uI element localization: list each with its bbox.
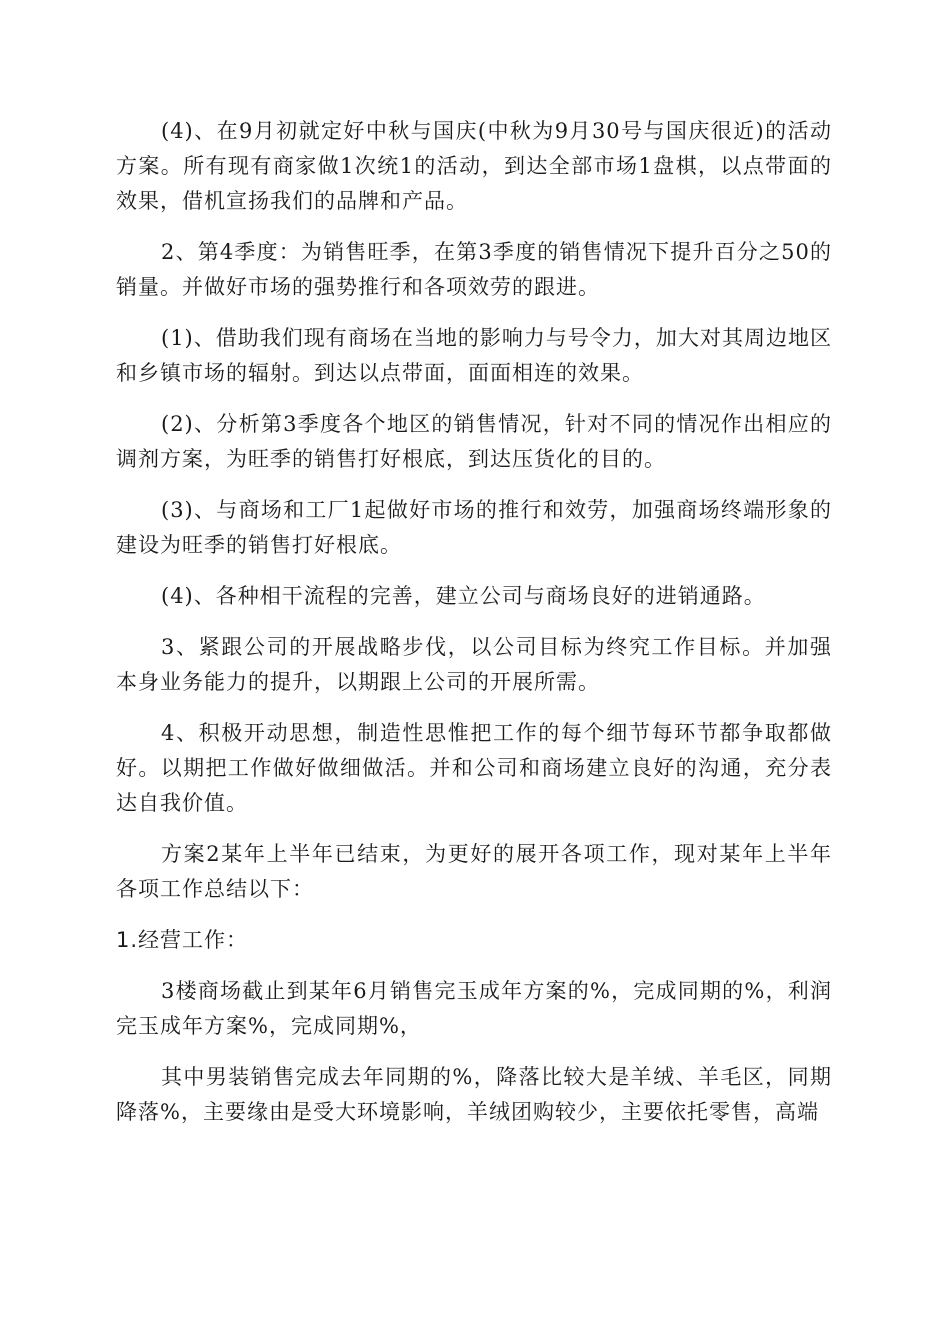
paragraph-plan-2-intro: 方案2某年上半年已结束，为更好的展开各项工作，现对某年上半年各项工作总结以下： [116, 842, 832, 901]
paragraph-q4-item-4: (4)、各种相干流程的完善，建立公司与商场良好的进销通路。 [161, 584, 766, 608]
section-heading-number: 1. [116, 928, 139, 952]
paragraph-floor-3-sales: 3楼商场截止到某年6月销售完玉成年方案的%，完成同期的%，利润完玉成年方案%，完成同期%， [116, 979, 832, 1038]
paragraph-q4-item-1: (1)、借助我们现有商场在当地的影响力与号令力，加大对其周边地区和乡镇市场的辐射。到达以点带面，面面相连的效果。 [116, 326, 832, 385]
paragraph-thinking: 4、积极开动思想，制造性思惟把工作的每个细节每环节都争取都做好。以期把工作做好做细做活。并和公司和商场建立良好的沟通，充分表达自我价值。 [116, 721, 832, 815]
paragraph-q4-sales: 2、第4季度：为销售旺季，在第3季度的销售情况下提升百分之50的销量。并做好市场的强势推行和各项效劳的跟进。 [116, 240, 832, 299]
paragraph-strategy: 3、紧跟公司的开展战略步伐，以公司目标为终究工作目标。并加强本身业务能力的提升，以期跟上公司的开展所需。 [116, 635, 832, 694]
paragraph-q4-item-2: (2)、分析第3季度各个地区的销售情况，针对不同的情况作出相应的调剂方案，为旺季的销售打好根底，到达压货化的目的。 [116, 412, 832, 471]
paragraph-mid-autumn-plan: (4)、在9月初就定好中秋与国庆(中秋为9月30号与国庆很近)的活动方案。所有现有商家做1次统1的活动，到达全部市场1盘棋，以点带面的效果，借机宣扬我们的品牌和产品。 [116, 119, 832, 213]
document-body [116, 114, 832, 1146]
paragraph-menswear-sales: 其中男装销售完成去年同期的%，降落比较大是羊绒、羊毛区，同期降落%，主要缘由是受大环境影响，羊绒团购较少，主要依托零售，高端 [116, 1065, 832, 1124]
section-heading-text: 经营工作： [138, 928, 249, 952]
paragraph-q4-item-3: (3)、与商场和工厂1起做好市场的推行和效劳，加强商场终端形象的建设为旺季的销售打好根底。 [116, 498, 832, 557]
section-heading-operations [116, 923, 832, 958]
